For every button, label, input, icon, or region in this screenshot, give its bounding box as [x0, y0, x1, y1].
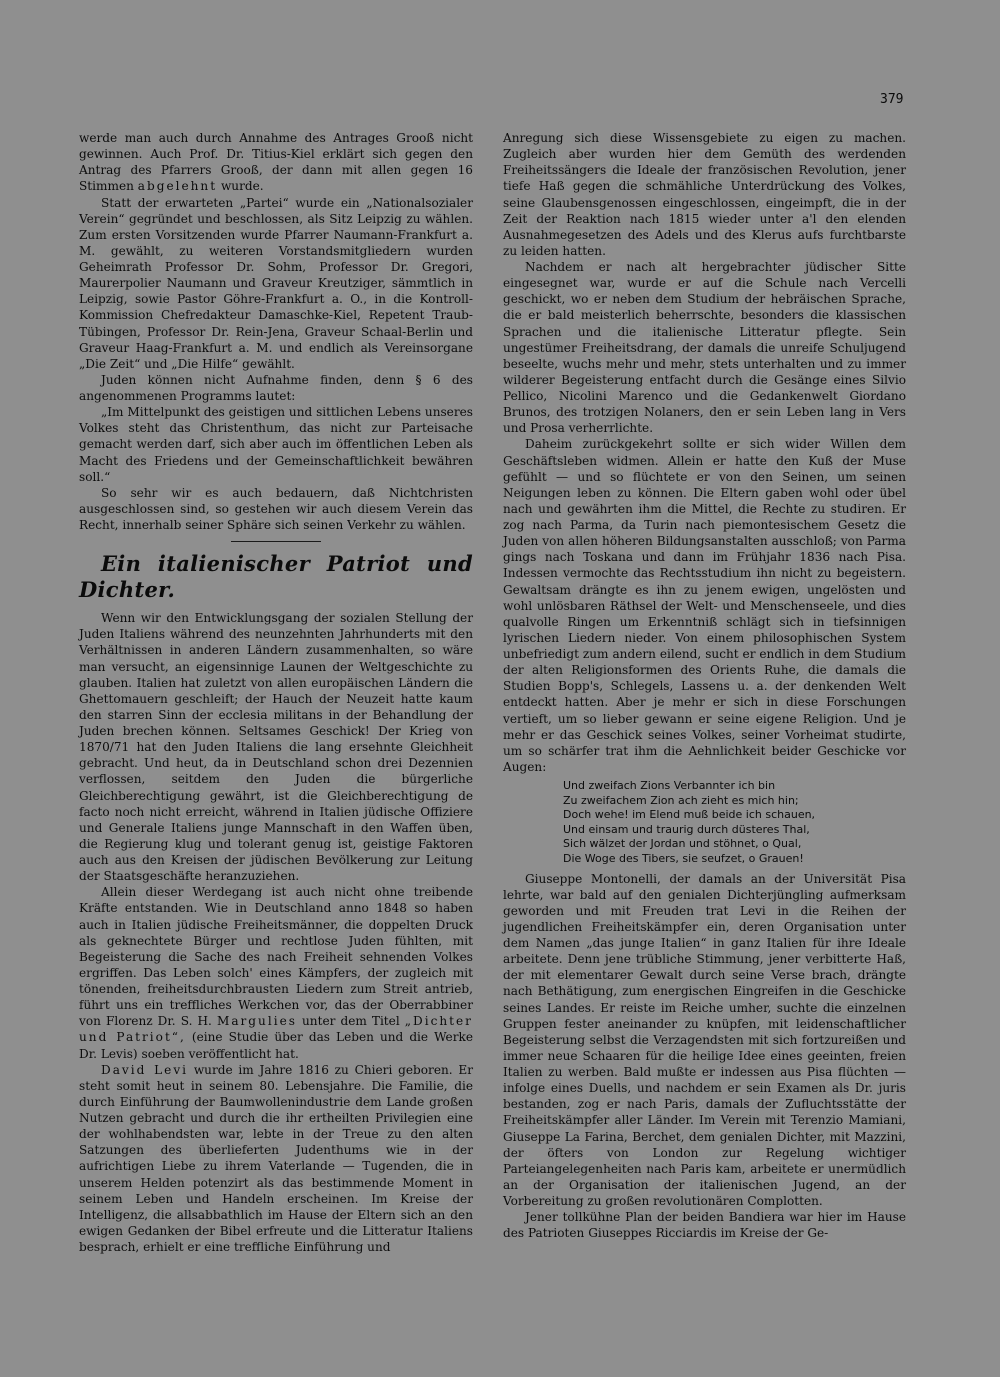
emphasized-name: David Levi — [101, 1062, 189, 1077]
paragraph — [79, 1062, 473, 1256]
paragraph-text: unter dem Titel — [302, 1014, 400, 1029]
poem-line: Sich wälzet der Jordan und stöhnet, o Qual, — [563, 837, 802, 851]
paragraph: Juden können nicht Aufnahme finden, denn § 6 des angenommenen Programms lautet: — [79, 372, 473, 403]
paragraph: Wenn wir den Entwicklungsgang der sozialen Stellung der Juden Italiens während des neunzehnten Jahrhunderts mit den Verhältnissen in anderen Ländern zusammenhalten, so wäre man versucht, an eigensinnige Launen der Weltgeschichte zu glauben. Italien hat zuletzt von allen europäischen Ländern die Ghettomauern geschleift; der Hauch der Neuzeit hatte kaum den starren Sinn der ecclesia militans in der Behandlung der Juden brechen können. Seltsames Geschick! Der Krieg von 1870/71 hat den Juden Italiens die lang ersehnte Gleichheit gebracht. Und heut, da in Deutschland schon drei Dezennien verflossen, seitdem den Juden die bürgerliche Gleichberechtigung gewährt, ist die Gleichberechtigung de facto noch nicht erreicht, während in Italien jüdische Offiziere und Generale Italiens junge Mannschaft in den Waffen üben, die Regierung klug und tolerant genug ist, geistige Faktoren auch aus den Kreisen der jüdischen Bevölkerung zur Leitung der Staatsgeschäfte heranzuziehen. — [79, 611, 473, 884]
poem-line: Doch wehe! im Elend muß beide ich schauen, — [563, 808, 816, 822]
poem-line: Und einsam und traurig durch düsteres Thal, — [563, 822, 810, 836]
paragraph — [79, 884, 473, 1061]
paragraph: Jener tollkühne Plan der beiden Bandiera war hier im Hause des Patrioten Giuseppes Ricciardis im Kreise der Ge- — [503, 1210, 906, 1241]
program-quote: „Im Mittelpunkt des geistigen und sittlichen Lebens unseres Volkes steht das Christenthum, das nicht zur Parteisache gemacht werden darf, sich aber auch im öffentlichen Leben als Macht des Friedens und der Gemeinschaftlichkeit bewähren soll.“ — [79, 405, 473, 484]
paragraph: Daheim zurückgekehrt sollte er sich wider Willen dem Geschäftsleben widmen. Allein er hatte den Kuß der Muse gefühlt — und so flüchtete er von den Seinen, um seinen Neigungen leben zu können. Die Eltern gaben wohl oder übel nach und gewährten ihm die Mittel, die Rechte zu studiren. Er zog nach Parma, da Turin nach piemontesischem Gesetz die Juden von allen höheren Bildungsanstalten ausschloß; von Parma gings nach Toskana und dann im Frühjahr 1836 nach Pisa. Indessen vermochte das Rechtsstudium ihn nicht zu begeistern. Gewaltsam drängte es ihn zu jenem ewigen, ungelösten und wohl unlösbaren Räthsel der Welt- und Menschenseele, und dies qualvolle Ringen um Erkenntniß schlägt sich in tiefsinnigen lyrischen Liedern nieder. Von einem philosophischen System unbefriedigt zum andern eilend, sucht er endlich in dem Studium der alten Religionsformen des Orients Ruhe, die damals die Studien Bopp's, Schlegels, Lassens u. a. der denkenden Welt entdeckt hatten. Aber je mehr er sich in diese Forschungen vertieft, um so lieber gewann er seine eigene Religion. Und je mehr er das Geschick seines Volkes, seiner Vorheimat studirte, um so schärfer trat ihm die Aehnlichkeit beider Geschicke vor Augen: — [503, 437, 906, 774]
paragraph-text: werde man auch durch Annahme des Antrages Grooß nicht gewinnen. Auch Prof. Dr. Titius-Kiel erklärt sich gegen den Antrag des Pfarrers Grooß, der dann mit allen gegen 16 Stimmen — [79, 131, 473, 194]
poem-line: Zu zweifachem Zion ach zieht es mich hin; — [563, 793, 799, 807]
paragraph-text: wurde. — [220, 179, 264, 194]
paragraph: Statt der erwarteten „Partei“ wurde ein „Nationalsozialer Verein“ gegründet und beschlossen, als Sitz Leipzig zu wählen. Zum ersten Vorsitzenden wurde Pfarrer Naumann-Frankfurt a. M. gewählt, zu weiteren Vorstandsmitgliedern wurden Geheimrath Professor Dr. Sohm, Professor Dr. Gregori, Maurerpolier Naumann und Graveur Kreutziger, sämmtlich in Leipzig, sowie Pastor Göhre-Frankfurt a. O., in die Kontroll-Kommission Chefredakteur Damaschke-Kiel, Repetent Traub-Tübingen, Professor Dr. Rein-Jena, Graveur Schaal-Berlin und Graveur Haag-Frankfurt a. M. und endlich als Vereinsorgane „Die Zeit“ und „Die Hilfe“ gewählt. — [79, 195, 473, 371]
article-heading: Ein italienischer Patriot und Dichter. — [79, 551, 473, 603]
paragraph-text: Allein dieser Werdegang ist auch nicht ohne treibende Kräfte entstanden. Wie in Deutschland anno 1848 so haben auch in Italien jüdische Freiheitsmänner, die doppelten Druck als geknechtete Bürger und rechtlose Juden fühlten, mit Begeisterung die Sache des nach Freiheit sehnenden Volkes ergriffen. Das Leben solch' eines Kämpfers, der zugleich mit tönenden, freiheitsdurchbrausten Liedern zum Streit antrieb, führt uns ein treffliches Werkchen vor, das der Oberrabbiner von Florenz Dr. S. H. — [79, 885, 473, 1029]
paragraph: Nachdem er nach alt hergebrachter jüdischer Sitte eingesegnet war, wurde er auf die Schule nach Vercelli geschickt, wo er neben dem Studium der hebräischen Sprache, die er bald meisterlich beherrschte, besonders die klassischen Sprachen und die italienische Litteratur pflegte. Sein ungestümer Freiheitsdrang, der damals die unreife Schuljugend beseelte, wuchs mehr und mehr, stets unterhalten und zu immer wilderer Begeisterung entfacht durch die Gesänge eines Silvio Pellico, Nicolini Marenco und die Gedankenwelt Giordano Brunos, des trotzigen Nolaners, den er sein Leben lang in Vers und Prosa verherrlichte. — [503, 260, 906, 436]
left-column — [79, 130, 473, 1255]
emphasized-word: abgelehnt — [137, 179, 218, 194]
paragraph-text: (eine Studie über das Leben und die Werke Dr. Levis) soeben veröffentlicht hat. — [79, 1030, 473, 1061]
section-divider — [231, 541, 321, 542]
paragraph — [79, 130, 473, 195]
paragraph-text: wurde im Jahre 1816 zu Chieri geboren. Er steht somit heut in seinem 80. Lebensjahre. Die Familie, die durch Einführung der Baumwollenindustrie dem Lande großen Nutzen gebracht und durch die ihr ertheilten Privilegien eine der wohlhabendsten war, lebte in der Treue zu den alten Satzungen des überlieferten Judenthums wie in der aufrichtigen Liebe zu ihrem Vaterlande — Tugenden, die in unserem Helden potenzirt als das bestimmende Moment in seinem Leben und Handeln erscheinen. Im Kreise der Intelligenz, die allsabbathlich im Hause der Eltern sich an den ewigen Gedanken der Bibel erfreute und die Litteratur Italiens besprach, erhielt er eine treffliche Einführung und — [79, 1062, 473, 1254]
paragraph: Giuseppe Montonelli, der damals an der Universität Pisa lehrte, war bald auf den genialen Dichterjüngling aufmerksam geworden und mit Freuden trat Levi in die Reihen der jugendlichen Freiheitskämpfer ein, deren Organisation unter dem Namen „das junge Italien“ in ganz Italien für ihre Ideale arbeitete. Denn jene trübliche Stimmung, jener verbitterte Haß, der mit elementarer Gewalt durch seine Verse brach, drängte nach Bethätigung, zum energischen Eingreifen in die Geschicke seines Landes. Er reiste im Reiche umher, suchte die einzelnen Gruppen fester aneinander zu knüpfen, mit leidenschaftlicher Begeisterung selbst die Verzagendsten mit sich fortzureißen und immer neue Schaaren für die heilige Idee eines geeinten, freien Italien zu werben. Bald mußte er indessen aus Pisa flüchten — infolge eines Duells, und nachdem er sein Examen als Dr. juris bestanden, zog er nach Paris, damals der Zufluchtsstätte der Freiheitskämpfer aller Länder. Im Verein mit Terenzio Mamiani, Giuseppe La Farina, Berchet, dem genialen Dichter, mit Mazzini, der öfters von London zur Regelung wichtiger Parteiangelegenheiten nach Paris kam, arbeitete er unermüdlich an der Organisation der italienischen Jugend, an der Vorbereitung zu großen revolutionären Complotten. — [503, 871, 906, 1209]
emphasized-title: „Dichter und Patriot“, — [79, 1014, 473, 1045]
page-number: 379 — [880, 92, 904, 107]
paragraph: So sehr wir es auch bedauern, daß Nichtchristen ausgeschlossen sind, so gestehen wir auch diesem Verein das Recht, innerhalb seiner Sphäre sich seinen Verkehr zu wählen. — [79, 485, 473, 532]
poem-line: Die Woge des Tibers, sie seufzet, o Grauen! — [563, 851, 804, 865]
poem-line: Und zweifach Zions Verbannter ich bin — [563, 779, 776, 792]
paragraph: Anregung sich diese Wissensgebiete zu eigen zu machen. Zugleich aber wurden hier dem Gemüth des werdenden Freiheitssängers die Ideale der französischen Revolution, jener tiefe Haß gegen die schmähliche Unterdrückung des Volkes, seine Glaubensgenossen eingeschlossen, eingeimpft, die in der Zeit der Reaktion nach 1815 wieder unter a'l den elenden Ausnahmegesetzen des Adels und des Klerus aufs furchtbarste zu leiden hatten. — [503, 131, 906, 258]
right-column — [503, 130, 906, 1241]
poem-stanza — [503, 779, 906, 867]
emphasized-word: Margulies — [216, 1014, 297, 1029]
